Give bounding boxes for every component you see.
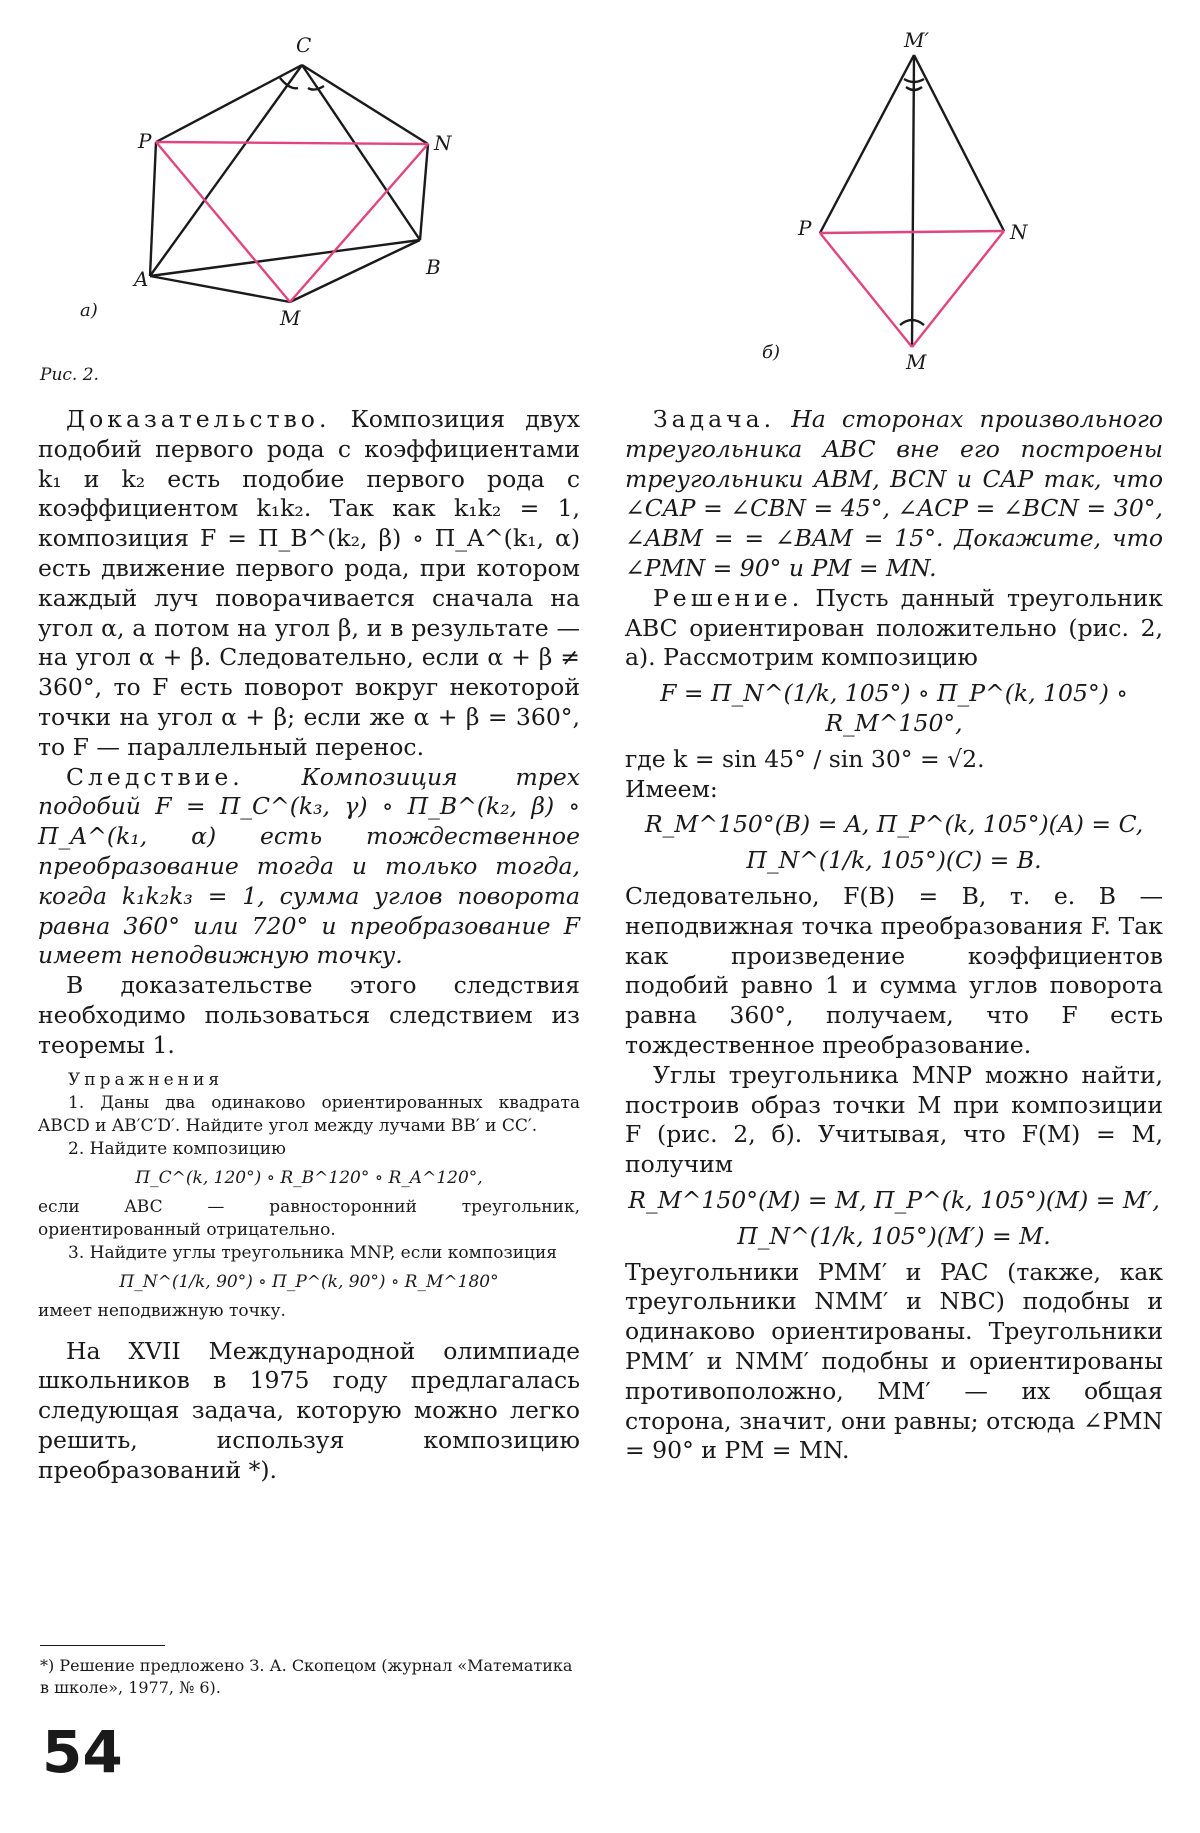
exercise-2-condition: если ABC — равносторонний треугольник, ориентированный отрицательно. [38,1196,580,1240]
label-M-b: M [906,350,927,370]
edge-M1N [914,55,1004,231]
solution-intro: Пусть данный треугольник ABC ориентирован положительно (рис. 2, а). Рассмотрим композицию [625,583,1163,672]
subfigure-label-a: а) [80,300,98,321]
exercise-2: 2. Найдите композицию [68,1138,286,1159]
exercise-3-formula: Π_N^(1/k, 90°) ∘ Π_P^(k, 90°) ∘ R_M^180° [119,1271,499,1292]
edge-AM [150,276,290,302]
exercise-2-formula: Π_C^(k, 120°) ∘ R_B^120° ∘ R_A^120°, [135,1167,483,1188]
proof-heading: Доказательство. [66,405,331,433]
footnote-rule [40,1645,165,1646]
corollary-text: Композиция трех подобий F = Π_C^(k₃, γ) ∘ Π_B^(k₂, β) ∘ Π_A^(k₁, α) есть тождественное преобразование тогда и только тогда, когда k₁k₂k₃ = 1, сумма углов поворота равна 360° или 720° и преобразование F имеет неподвижную точку. [38,762,580,970]
solution-paragraph-3: Углы треугольника MNP можно найти, построив образ точки M при композиции F (рис. 2, б). Учитывая, что F(M) = M, получим [625,1060,1163,1179]
edge-M1M [912,55,914,347]
segment-MN-b [912,231,1004,347]
label-B: B [426,255,441,279]
exercise-3: 3. Найдите углы треугольника MNP, если композиция [68,1242,558,1263]
left-column [38,405,580,1486]
footnote: *) Решение предложено З. А. Скопецом (журнал «Математика в школе», 1977, № 6). [40,1656,573,1697]
segment-PN-b [820,231,1004,233]
task-text: На сторонах произвольного треугольника ABC вне его построены треугольники ABM, BCN и CAP так, что ∠CAP = ∠CBN = 45°, ∠ACP = ∠BCN = 30°, ∠ABM = = ∠BAM = 15°. Докажите, что ∠PMN = 90° и PM = MN. [625,405,1163,582]
label-P: P [138,129,152,153]
right-column [625,405,1163,1466]
edge-PA [150,142,156,276]
label-N: N [434,131,452,155]
exercises-heading: Упражнения [68,1069,224,1090]
task-heading: Задача. [653,405,776,433]
segment-PN [156,142,428,144]
segment-PM [156,142,290,302]
corollary-heading: Следствие. [66,762,244,791]
edge-CP [156,65,302,142]
equation-3: R_M^150°(M) = M, Π_P^(k, 105°)(M) = M′, [628,1185,1160,1214]
equation-4: Π_N^(1/k, 105°)(M′) = M. [737,1221,1051,1250]
solution-heading: Решение. [653,583,804,612]
figure-caption: Рис. 2. [40,365,99,385]
edge-CA [150,65,302,276]
label-M-prime: M′ [904,28,930,52]
subfigure-label-b: б) [762,342,781,363]
figure-2b [780,25,1030,370]
label-N-b: N [1010,220,1028,244]
exercise-1: 1. Даны два одинаково ориентированных квадрата ABCD и AB′C′D′. Найдите угол между лучами BB′ и CC′. [38,1092,580,1136]
equation-2: Π_N^(1/k, 105°)(C) = B. [746,846,1042,875]
figure-2a [130,30,560,330]
olympiad-paragraph: На XVII Международной олимпиаде школьников в 1975 году предлагалась следующая задача, которую можно легко решить, используя композицию преобразований *). [38,1336,580,1484]
corollary-note: В доказательстве этого следствия необходимо пользоваться следствием из теоремы 1. [38,971,580,1059]
proof-text: Композиция двух подобий первого рода с коэффициентами k₁ и k₂ есть подобие первого рода с коэффициентом k₁k₂. Так как k₁k₂ = 1, композиция F = Π_B^(k₂, β) ∘ Π_A^(k₁, α) есть движение первого рода, при котором каждый луч поворачивается сначала на угол α, а потом на угол β, и в результате — на угол α + β. Следовательно, если α + β ≠ 360°, то F есть поворот вокруг некоторой точки на угол α + β; если же α + β = 360°, то F — параллельный перенос. [38,405,580,761]
edge-CN [302,65,428,144]
formula-F: F = Π_N^(1/k, 105°) ∘ Π_P^(k, 105°) ∘ R_M^150°, [660,679,1128,737]
solution-paragraph-2: Следовательно, F(B) = B, т. е. B — неподвижная точка преобразования F. Так как произведение коэффициентов подобий равно 1 и сумма углов поворота равна 360°, получаем, что F есть тождественное преобразование. [625,881,1163,1059]
where-k: где k = sin 45° / sin 30° = √2. [625,744,985,773]
segment-PM-b [820,233,912,347]
label-M: M [280,306,301,330]
edge-CB [302,65,420,240]
equation-1: R_M^150°(B) = A, Π_P^(k, 105°)(A) = C, [644,810,1144,839]
label-P-b: P [798,216,812,240]
exercise-3-condition: имеет неподвижную точку. [38,1300,286,1321]
page-number: 54 [42,1718,123,1786]
solution-paragraph-4: Треугольники PMM′ и PAC (также, как треугольники NMM′ и NBC) подобны и одинаково ориентированы. Треугольники PMM′ и NMM′ подобны и ориентированы противоположно, MM′ — их общая сторона, значит, они равны; отсюда ∠PMN = 90° и PM = MN. [625,1257,1163,1465]
edge-NB [420,144,428,240]
label-C: C [296,33,312,57]
have-label: Имеем: [625,774,718,803]
edge-M1P [820,55,914,233]
label-A: A [134,267,149,291]
